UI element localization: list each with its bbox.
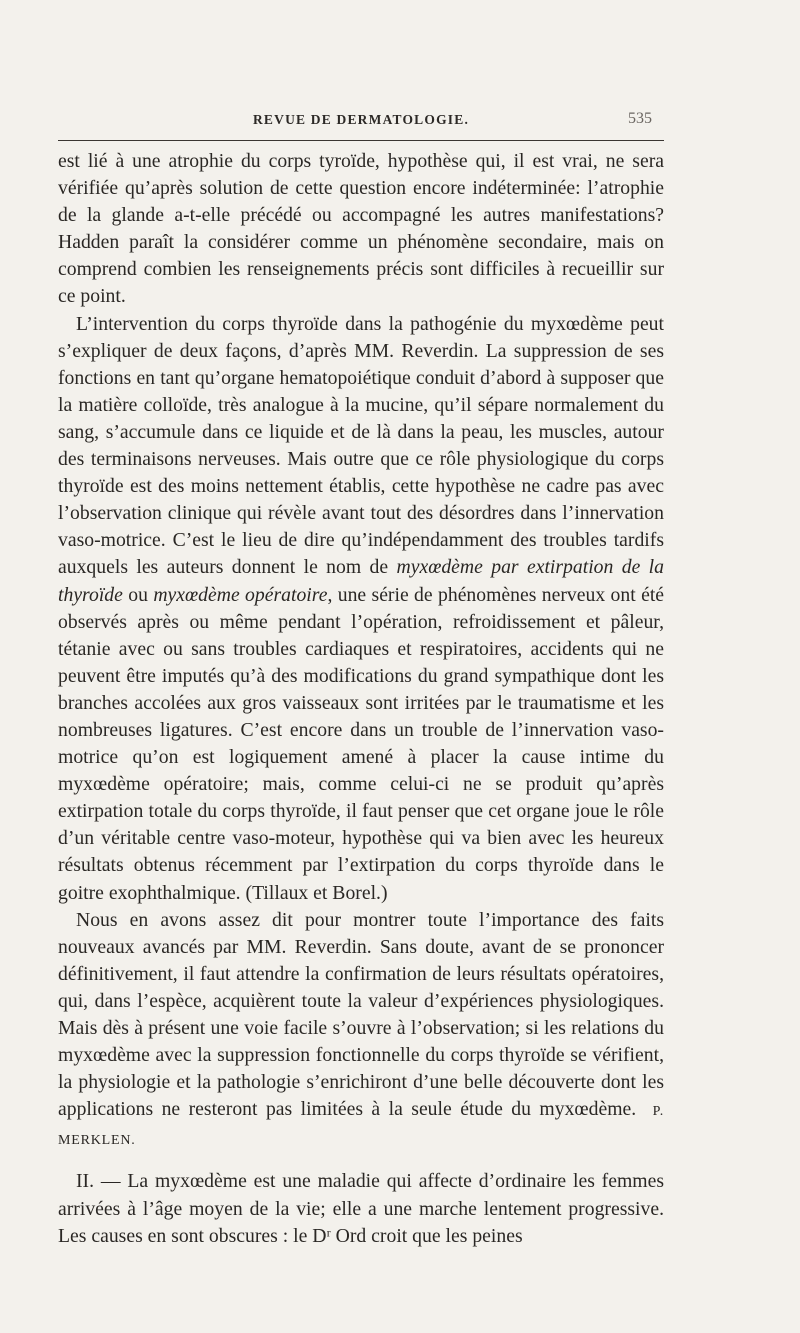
paragraph-1 — [58, 148, 664, 311]
italic-term-operatoire: myxœdème opératoire — [153, 583, 328, 606]
paragraph-4-text: II. — La myxœdème est une maladie qui affecte d’ordinaire les femmes arrivées à l’âge moyen de la vie; elle a une marche lentement progressive. Les causes en sont obscures : le Dʳ Ord croit que les peines — [58, 1170, 664, 1247]
paragraph-2-text-a: L’intervention du corps thyroïde dans la pathogénie du myxœdème peut s’expliquer de deux façons, d’après MM. Reverdin. La suppression de ses fonctions en tant qu’organe hematopoiétique conduit d’abord à supposer que la matière colloïde, très analogue à la mucine, qu’il sépare normalement du sang, s’accumule dans ce liquide et de là dans la peau, les muscles, autour des terminaisons nerveuses. Mais outre que ce rôle physiologique du corps thyroïde est des moins nettement établis, cette hypothèse ne cadre pas avec l’observation clinique qui révèle avant tout des désordres dans l’innervation vaso-motrice. C’est le lieu de dire qu’indépendamment des troubles tardifs auxquels les auteurs donnent le nom de — [58, 312, 664, 579]
paragraph-1-text: est lié à une atrophie du corps tyroïde, hypothèse qui, il est vrai, ne sera vérifiée qu’après solution de cette question encore indéterminée: l’atrophie de la glande a-t-elle précédé ou accompagné les autres manifestations? Hadden paraît la considérer comme un phénomène secondaire, mais on comprend combien les renseignements précis sont difficiles à recueillir sur ce point. — [58, 150, 664, 308]
page-header — [58, 112, 664, 136]
header-rule — [58, 140, 664, 141]
paragraph-3 — [58, 907, 664, 1155]
page-number: 535 — [628, 110, 652, 127]
paragraph-2-text-c: , une série de phénomènes nerveux ont été observés après ou même pendant l’opération, refroidissement et pâleur, tétanie avec ou sans troubles cardiaques et respiratoires, accidents qui ne peuvent être imputés qu’à des modifications du grand sympathique dont les branches accolées aux gros vaisseaux sont irritées par le traumatisme et les nombreuses ligatures. C’est encore dans un trouble de l’innervation vaso-motrice qu’on est logiquement amené à placer la cause intime du myxœdème opératoire; mais, comme celui-ci ne se produit qu’après extirpation totale du corps thyroïde, il faut penser que cet organe joue le rôle d’un véritable centre vaso-moteur, hypothèse qui va bien avec les heureux résultats obtenus récemment par l’extirpation du corps thyroïde dans le goitre exophthalmique. (Tillaux et Borel.) — [58, 583, 665, 904]
paragraph-3-text: Nous en avons assez dit pour montrer toute l’importance des faits nouveaux avancés par MM. Reverdin. Sans doute, avant de se prononcer définitivement, il faut attendre la confirmation de leurs résultats opératoires, qui, dans l’espèce, acquièrent toute la valeur d’expériences physiologiques. Mais dès à présent une voie facile s’ouvre à l’observation; si les relations du myxœdème avec la suppression fonctionnelle du corps thyroïde se vérifient, la physiologie et la pathologie s’enrichiront d’une belle découverte dont les applications ne resteront pas limitées à la seule étude du myxœdème. — [58, 908, 664, 1121]
article-body — [58, 148, 664, 1250]
italic-term-extirpation: myxœdème par extirpation de la thyroïde — [58, 556, 664, 606]
paragraph-2-text-b: ou — [128, 583, 148, 606]
author-signature: P. MERKLEN. — [58, 1104, 664, 1149]
paragraph-2 — [58, 311, 664, 907]
paragraph-4 — [58, 1168, 664, 1249]
running-head: REVUE DE DERMATOLOGIE. — [252, 112, 470, 127]
